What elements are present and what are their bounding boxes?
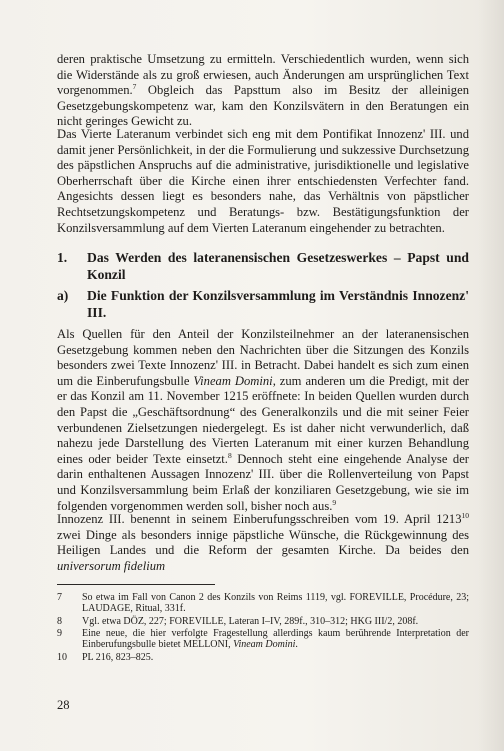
- footnote-number: 10: [57, 652, 67, 663]
- paragraph-4-text-cont: zwei Dinge als besonders innige päpstliche Wünsche, die Rückgewinnung des Heiligen Landes und die Reform der gesamten Kirche. Da beides den: [57, 527, 469, 558]
- paragraph-4: [57, 512, 469, 574]
- footnote-ref-10[interactable]: 10: [461, 511, 469, 520]
- footnote-text: [82, 628, 469, 651]
- footnote-number: 9: [57, 628, 62, 639]
- footnote-number: 7: [57, 592, 62, 603]
- paragraph-1: [57, 52, 469, 130]
- paragraph-2: Das Vierte Lateranum verbindet sich eng mit dem Pontifikat Innozenz' III. und damit jener Persönlichkeit, in der die Formulierung und sukzessive Durchsetzung des päpstlichen Anspruchs auf die administrative, jurisdiktionelle und legislative Oberherrschaft über die Kirche einen ihrer entschiedensten Verfechter fand. Angesichts dessen liegt es besonders nahe, das Verhältnis von päpstlicher Rechtsetzungskompetenz und Beratungs- bzw. Bestätigungsfunktion der Konzilsversammlung auf dem Vierten Lateranum eingehender zu betrachten.: [57, 127, 469, 235]
- footnote-text-part: .: [295, 639, 298, 651]
- paragraph-3-text: Als Quellen für den Anteil der Konzilsteilnehmer an der lateranensischen Gesetzgebung kommen neben den Nachrichten über die Sitzungen des Konzils besonders zwei Texte Innozenz' III. in Betracht. Dabei handelt es sich zum einen um die Einberufungsbulle: [57, 327, 469, 388]
- footnote-ref-8[interactable]: 8: [227, 450, 232, 460]
- footnote-separator: [57, 584, 215, 585]
- paragraph-1-text-cont: Obgleich das Papsttum also im Besitz der alleinigen Gesetzgebungskompetenz war, kam den Konzilsvätern in den Beratungen ein nicht geringes Gewicht zu.: [57, 83, 469, 129]
- subsection-title: Die Funktion der Konzilsversammlung im Verständnis Innozenz' III.: [87, 288, 469, 320]
- page-number: 28: [57, 698, 70, 712]
- footnote-text: Vgl. etwa DÖZ, 227; FOREVILLE, Lateran I–IV, 289f., 310–312; HKG III/2, 208f.: [82, 616, 419, 627]
- footnote-text: PL 216, 823–825.: [82, 652, 154, 663]
- subsection-heading-a: [57, 287, 469, 321]
- footnote-9: [57, 628, 469, 651]
- footnote-7: [57, 592, 469, 615]
- footnote-10: [57, 652, 469, 663]
- work-title-italic: Vineam Domini: [233, 639, 296, 651]
- section-heading-1: [57, 249, 469, 283]
- footnote-ref-7[interactable]: 7: [132, 82, 137, 92]
- work-title-italic: Vineam Domini: [193, 373, 273, 388]
- subsection-number: a): [57, 288, 69, 303]
- latin-phrase-italic: universorum fidelium: [57, 558, 166, 573]
- paragraph-1-text: deren praktische Umsetzung zu ermitteln. Verschiedentlich wurden, wenn sich die Widerstände als zu groß erwiesen, auch Änderungen am ursprünglichen Text vorgenommen.: [57, 52, 469, 98]
- page-edge-shadow: [478, 0, 504, 751]
- footnote-number: 8: [57, 616, 62, 627]
- section-title: Das Werden des lateranensischen Gesetzeswerkes – Papst und Konzil: [87, 250, 469, 282]
- paragraph-3-text-cont: , zum anderen um die Predigt, mit der er das Konzil am 11. November 1215 eröffnete: In beiden Quellen wurden durch den Papst die „Geschäftsordnung“ des Generalkonzils und die mit seiner Feier verbundenen Zielsetzungen niedergelegt. Es ist daher nicht verwunderlich, daß nahezu jede Darstellung des Vierten Lateranum mit einer kurzen Behandlung eines oder beider Texte einsetzt.: [57, 373, 469, 466]
- footnote-text: So etwa im Fall von Canon 2 des Konzils von Reims 1119, vgl. FOREVILLE, Procédure, 23; LAUDAGE, Ritual, 331f.: [82, 592, 469, 615]
- footnote-8: [57, 616, 469, 627]
- paragraph-4-text: Innozenz III. benennt in seinem Einberufungsschreiben vom 19. April 1213: [57, 512, 462, 526]
- footnote-text-part: Eine neue, die hier verfolgte Fragestellung allerdings kaum berührende Interpretation der Einberufungsbulle bietet MELLONI,: [82, 628, 469, 651]
- paragraph-3: [57, 327, 469, 514]
- section-number: 1.: [57, 250, 68, 265]
- footnote-ref-9[interactable]: 9: [332, 497, 337, 507]
- paragraph-3-text-end: Dennoch steht eine eingehende Analyse der darin enthaltenen Aussagen Innozenz' III. über die Rollenverteilung von Papst und Konzilsversammlung beim Erlaß der konziliaren Gesetzgebung, wie sie im folgenden vorgenommen werden soll, bisher noch aus.: [57, 451, 469, 513]
